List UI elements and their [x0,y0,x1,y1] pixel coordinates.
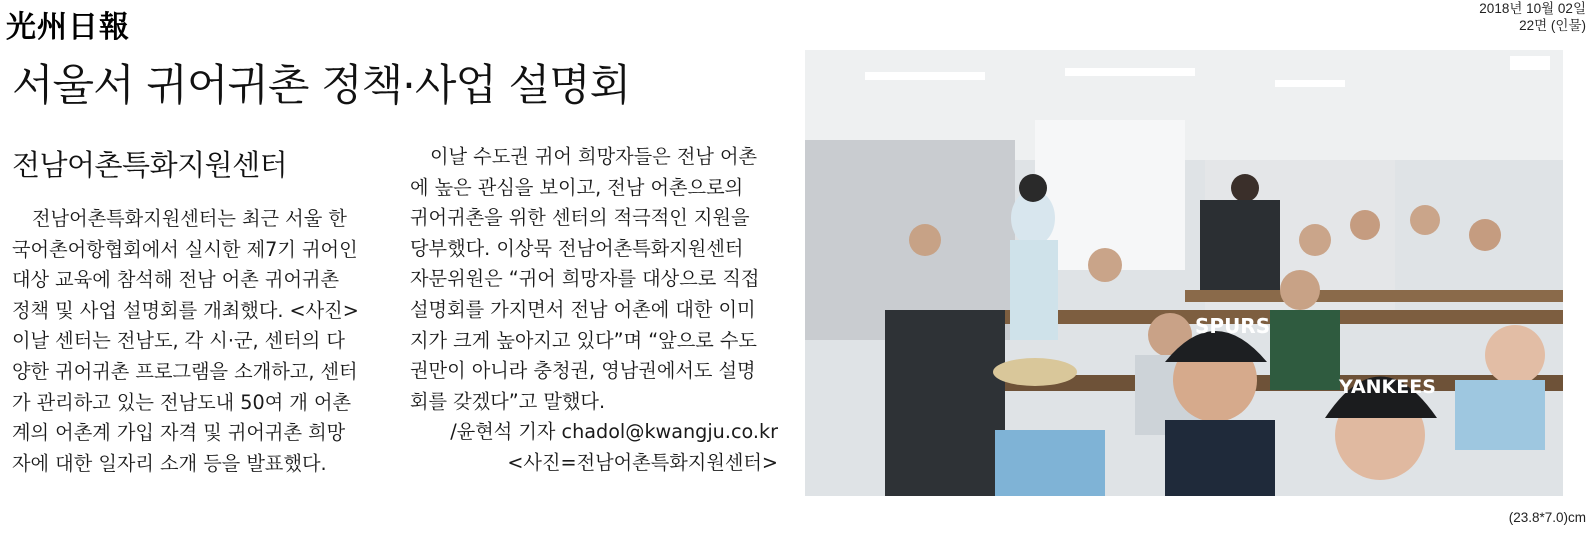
body-line: 회를 갖겠다”고 말했다. [410,389,606,413]
body-line: 당부했다. 이상묵 전남어촌특화지원센터 [410,236,744,260]
page-section: 22면 (인물) [1519,18,1586,33]
publication-meta [1479,0,1586,34]
seminar-photo-illustration [805,50,1563,496]
ceiling-light [1510,56,1550,70]
article-body-right-column [410,142,778,479]
body-line: 설명회를 가지면서 전남 어촌에 대한 이미 [410,297,756,321]
ceiling-light [1065,68,1195,76]
article-subhead: 전남어촌특화지원센터 [12,148,288,182]
newspaper-masthead: 光州日報 [6,10,130,45]
article-photo [805,50,1563,496]
article-body-left-column [12,204,380,479]
body-line: 양한 귀어귀촌 프로그램을 소개하고, 센터 [12,359,358,383]
photo-credit: <사진=전남어촌특화지원센터> [507,450,778,474]
body-line: 자에 대한 일자리 소개 등을 발표했다. [12,451,327,475]
body-line: 에 높은 관심을 보이고, 전남 어촌으로의 [410,175,744,199]
body-line: 자문위원은 “귀어 희망자를 대상으로 직접 [410,267,760,291]
cap-text: SPURS [1195,314,1271,338]
body-line: 대상 교육에 참석해 전남 어촌 귀어귀촌 [12,268,340,292]
brochure [1455,380,1545,450]
body-line: 정책 및 사업 설명회를 개최했다. <사진> [12,298,359,322]
body-line: 지가 크게 높아지고 있다”며 “앞으로 수도 [410,328,757,352]
article-headline: 서울서 귀어귀촌 정책·사업 설명회 [12,61,631,111]
body-line: 계의 어촌계 가입 자격 및 귀어귀촌 희망 [12,421,346,445]
ceiling-light [865,72,985,80]
ceiling-light [1275,80,1345,87]
body-line: 이날 센터는 전남도, 각 시·군, 센터의 다 [12,329,345,353]
desk [1185,290,1563,302]
body-line: 이날 수도권 귀어 희망자들은 전남 어촌 [430,145,758,168]
body-line: 국어촌어항협회에서 실시한 제7기 귀어인 [12,237,358,261]
body-line: 전남어촌특화지원센터는 최근 서울 한 [32,207,347,230]
publication-date: 2018년 10월 02일 [1479,1,1586,16]
body-line: 귀어귀촌을 위한 센터의 적극적인 지원을 [410,206,750,230]
body-line: 가 관리하고 있는 전남도내 50여 개 어촌 [12,390,352,414]
body-line: 권만이 아니라 충청권, 영남권에서도 설명 [410,359,756,383]
brochure [995,430,1105,496]
cap-text: YANKEES [1339,376,1436,398]
article-size: (23.8*7.0)cm [1508,510,1586,525]
article-byline: /윤현석 기자 chadol@kwangju.co.kr [450,420,778,444]
straw-hat [993,358,1077,386]
